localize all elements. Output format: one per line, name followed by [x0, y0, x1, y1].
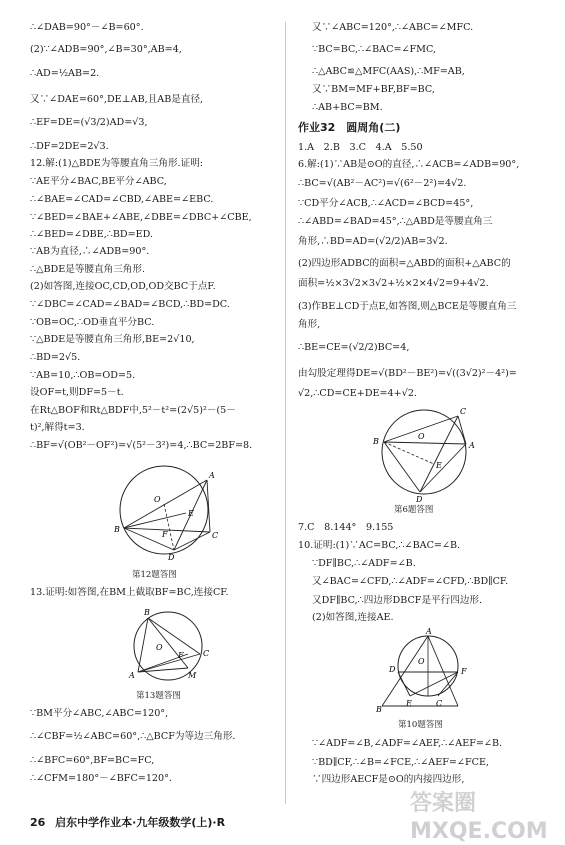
- svg-text:E: E: [436, 461, 442, 470]
- text-line: 由勾股定理得DE=√(BD²－BE²)=√((3√2)²－4²)=: [298, 368, 517, 379]
- svg-text:A: A: [209, 471, 215, 480]
- svg-text:D: D: [168, 553, 175, 562]
- text-line: 6.解:(1)∵AB是⊙O的直径,∴∠ACB=∠ADB=90°,: [298, 159, 520, 170]
- svg-text:F: F: [162, 530, 168, 539]
- circle-shape: [382, 410, 466, 494]
- svg-text:B: B: [114, 525, 120, 534]
- text-line: ∴∠BAE=∠CAD=∠CBD,∠ABE=∠EBC.: [30, 194, 214, 205]
- svg-text:F: F: [178, 651, 184, 660]
- text-line: ∵AB=10,∴OB=OD=5.: [30, 370, 136, 381]
- text-line: ∴△ABC≌△MFC(AAS),∴MF=AB,: [312, 66, 465, 77]
- text-line: ∵∠DBC=∠CAD=∠BAD=∠BCD,∴BD=DC.: [30, 299, 230, 310]
- text-line: ∴EF=DE=(√3/2)AD=√3,: [30, 117, 148, 128]
- figure-10-caption: 第10题答图: [398, 720, 443, 730]
- text-line: 又∠BAC=∠CFD,∴∠ADF=∠CFD,∴BD∥CF.: [312, 576, 509, 587]
- text-line: ∴BF=√(OB²－OF²)=√(5²－3²)=4,∴BC=2BF=8.: [30, 440, 253, 451]
- text-line: ∴AD=½AB=2.: [30, 68, 100, 79]
- svg-text:M: M: [188, 671, 197, 680]
- text-line: ∴∠BED=∠DBE,∴BD=ED.: [30, 229, 154, 240]
- text-line: ∴∠BFC=60°,BF=BC=FC,: [30, 755, 155, 766]
- text-line: ∵四边形AECF是⊙O的内接四边形,: [312, 774, 465, 785]
- circle-shape: [120, 466, 208, 554]
- text-line: 在Rt△BOF和Rt△BDF中,5²－t²=(2√5)²－(5－: [30, 405, 236, 416]
- watermark-logo: 答案圈 MXQE.COM: [410, 791, 548, 844]
- svg-text:A: A: [469, 441, 475, 450]
- text-line: (2)∵∠ADB=90°,∠B=30°,AB=4,: [30, 44, 182, 55]
- svg-text:B: B: [144, 608, 150, 617]
- svg-text:D: D: [416, 495, 423, 504]
- text-line: ∵BC=BC,∴∠BAC=∠FMC,: [312, 44, 437, 55]
- text-line: 12.解:(1)△BDE为等腰直角三角形.证明:: [30, 158, 204, 169]
- svg-text:C: C: [212, 531, 219, 540]
- text-line: √2,∴CD=CE+DE=4+√2.: [298, 388, 417, 399]
- svg-text:F: F: [461, 667, 467, 676]
- text-line: ∵AE平分∠BAC,BE平分∠ABC,: [30, 176, 167, 187]
- text-line: ∴BE=CE=(√2/2)BC=4,: [298, 342, 410, 353]
- text-line: ∵BD∥CF,∴∠B=∠FCE,∴∠AEF=∠FCE,: [312, 757, 490, 768]
- figure-13-caption: 第13题答图: [136, 691, 181, 701]
- svg-text:O: O: [418, 657, 425, 666]
- page-footer: [30, 816, 225, 830]
- svg-text:E: E: [406, 699, 412, 708]
- text-line: 角形,∴BD=AD=(√2/2)AB=3√2.: [298, 236, 448, 247]
- text-line: (2)如答图,连接AE.: [312, 612, 394, 623]
- svg-text:O: O: [156, 643, 163, 652]
- text-line: ∵∠ADF=∠B,∠ADF=∠AEF,∴∠AEF=∠B.: [312, 738, 503, 749]
- text-line: ∵DF∥BC,∴∠ADF=∠B.: [312, 558, 416, 569]
- text-line: t)²,解得t=3.: [30, 422, 85, 433]
- svg-text:D: D: [389, 665, 396, 674]
- figure-10: [376, 628, 476, 714]
- svg-text:O: O: [154, 495, 161, 504]
- figure-13: [126, 606, 214, 686]
- text-line: ∵OB=OC,∴OD垂直平分BC.: [30, 317, 155, 328]
- text-line: 又∵BM=MF+BF,BF=BC,: [312, 84, 435, 95]
- text-line: 13.证明:如答图,在BM上截取BF=BC,连接CF.: [30, 587, 229, 598]
- text-line: ∴∠CFM=180°－∠BFC=120°.: [30, 773, 172, 784]
- svg-text:O: O: [418, 432, 425, 441]
- text-line: 角形,: [298, 319, 321, 330]
- text-line: 面积=½×3√2×3√2+½×2×4√2=9+4√2.: [298, 278, 489, 289]
- text-line: (3)作BE⊥CD于点E,如答图,则△BCE是等腰直角三: [298, 301, 517, 312]
- svg-text:B: B: [376, 705, 382, 714]
- svg-text:B: B: [373, 437, 379, 446]
- text-line: ∴∠DAB=90°－∠B=60°.: [30, 22, 144, 33]
- figure-6: [372, 406, 482, 504]
- text-line: (2)四边形ADBC的面积=△ABD的面积+△ABC的: [298, 258, 511, 269]
- svg-text:E: E: [188, 509, 194, 518]
- text-line: 7.C 8.144° 9.155: [298, 522, 394, 533]
- text-line: ∴△BDE是等腰直角三角形.: [30, 264, 146, 275]
- text-line: ∵CD平分∠ACB,∴∠ACD=∠BCD=45°,: [298, 198, 474, 209]
- text-line: ∵AB为直径,∴∠ADB=90°.: [30, 246, 150, 257]
- section-title: 作业32 圆周角(二): [298, 121, 401, 134]
- figure-6-caption: 第6题答图: [394, 505, 434, 515]
- text-line: ∴AB+BC=BM.: [312, 102, 383, 113]
- text-line: ∴DF=2DE=2√3.: [30, 141, 109, 152]
- svg-text:C: C: [436, 699, 443, 708]
- text-line: ∵BM平分∠ABC,∠ABC=120°,: [30, 708, 169, 719]
- text-line: 又∵∠DAE=60°,DE⊥AB,且AB是直径,: [30, 94, 204, 105]
- text-line: 又DF∥BC,∴四边形DBCF是平行四边形.: [312, 595, 483, 606]
- text-line: (2)如答图,连接OC,CD,OD,OD交BC于点F.: [30, 281, 216, 292]
- text-line: ∴∠CBF=½∠ABC=60°,∴△BCF为等边三角形.: [30, 731, 236, 742]
- figure-12-caption: 第12题答图: [132, 570, 177, 580]
- svg-text:C: C: [203, 649, 210, 658]
- text-line: 1.A 2.B 3.C 4.A 5.50: [298, 142, 423, 153]
- text-line: ∴BC=√(AB²－AC²)=√(6²－2²)=4√2.: [298, 178, 467, 189]
- svg-text:C: C: [460, 407, 467, 416]
- svg-text:A: A: [129, 671, 135, 680]
- text-line: ∴∠ABD=∠BAD=45°,∴△ABD是等腰直角三: [298, 216, 493, 227]
- text-line: 设OF=t,则DF=5－t.: [30, 387, 124, 398]
- text-line: 又∵∠ABC=120°,∴∠ABC=∠MFC.: [312, 22, 474, 33]
- text-line: ∵△BDE是等腰直角三角形,BE=2√10,: [30, 334, 195, 345]
- page-number: 26: [30, 816, 46, 829]
- column-divider: [285, 22, 286, 804]
- text-line: ∵∠BED=∠BAE+∠ABE,∠DBE=∠DBC+∠CBE,: [30, 212, 252, 223]
- text-line: 10.证明:(1)∵AC=BC,∴∠BAC=∠B.: [298, 540, 461, 551]
- figure-12: [112, 458, 232, 566]
- svg-text:A: A: [426, 627, 432, 636]
- book-title: 启东中学作业本·九年级数学(上)·R: [55, 816, 226, 829]
- text-line: ∴BD=2√5.: [30, 352, 81, 363]
